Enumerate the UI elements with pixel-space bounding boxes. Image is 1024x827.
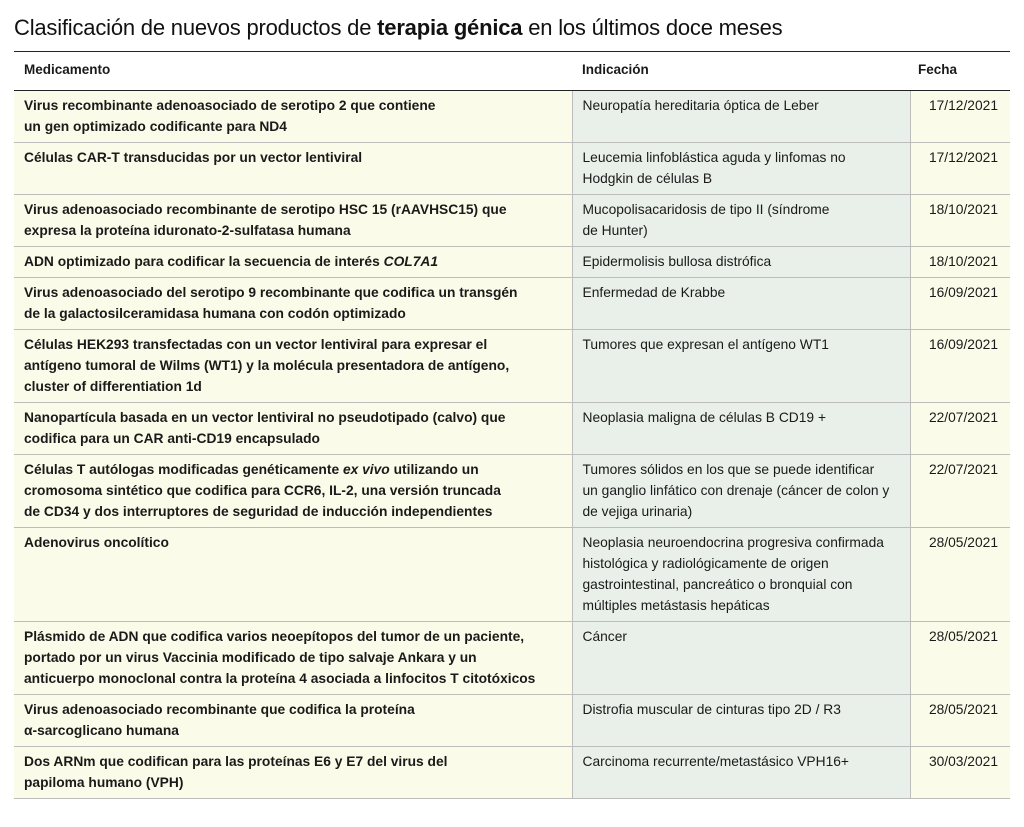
cell-medicamento: Adenovirus oncolítico bbox=[14, 528, 572, 622]
cell-medicamento: Virus adenoasociado recombinante de serotipo HSC 15 (rAAVHSC15) que expresa la proteína iduronato-2-sulfatasa humana bbox=[14, 195, 572, 247]
table-row bbox=[14, 195, 1010, 247]
cell-fecha: 17/12/2021 bbox=[910, 143, 1010, 195]
cell-fecha: 18/10/2021 bbox=[910, 247, 1010, 278]
cell-indicacion: Distrofia muscular de cinturas tipo 2D / R3 bbox=[572, 695, 910, 747]
title-emphasis: terapia génica bbox=[377, 15, 523, 40]
table-row bbox=[14, 330, 1010, 403]
cell-medicamento: Virus adenoasociado recombinante que codifica la proteína α-sarcoglicano humana bbox=[14, 695, 572, 747]
gene-therapy-table bbox=[14, 51, 1010, 799]
cell-fecha: 28/05/2021 bbox=[910, 622, 1010, 695]
cell-indicacion: Leucemia linfoblástica aguda y linfomas no Hodgkin de células B bbox=[572, 143, 910, 195]
cell-medicamento: ADN optimizado para codificar la secuencia de interés COL7A1 bbox=[14, 247, 572, 278]
cell-fecha: 16/09/2021 bbox=[910, 330, 1010, 403]
title-suffix: en los últimos doce meses bbox=[522, 15, 783, 40]
cell-fecha: 28/05/2021 bbox=[910, 695, 1010, 747]
table-row bbox=[14, 278, 1010, 330]
table-row bbox=[14, 403, 1010, 455]
table-body bbox=[14, 91, 1010, 799]
cell-fecha: 22/07/2021 bbox=[910, 455, 1010, 528]
header-medicamento: Medicamento bbox=[14, 52, 572, 91]
cell-indicacion: Neoplasia neuroendocrina progresiva confirmada histológica y radiológicamente de origen gastrointestinal, pancreático o bronquial con múltiples metástasis hepáticas bbox=[572, 528, 910, 622]
table-row bbox=[14, 528, 1010, 622]
cell-fecha: 16/09/2021 bbox=[910, 278, 1010, 330]
cell-fecha: 22/07/2021 bbox=[910, 403, 1010, 455]
header-indicacion: Indicación bbox=[572, 52, 910, 91]
cell-medicamento: Dos ARNm que codifican para las proteínas E6 y E7 del virus del papiloma humano (VPH) bbox=[14, 747, 572, 799]
title-prefix: Clasificación de nuevos productos de bbox=[14, 15, 378, 40]
cell-indicacion: Neoplasia maligna de células B CD19 + bbox=[572, 403, 910, 455]
table-row bbox=[14, 622, 1010, 695]
cell-indicacion: Mucopolisacaridosis de tipo II (síndrome de Hunter) bbox=[572, 195, 910, 247]
cell-indicacion: Tumores sólidos en los que se puede identificar un ganglio linfático con drenaje (cáncer de colon y de vejiga urinaria) bbox=[572, 455, 910, 528]
cell-indicacion: Epidermolisis bullosa distrófica bbox=[572, 247, 910, 278]
cell-medicamento: Células T autólogas modificadas genéticamente ex vivo utilizando un cromosoma sintético que codifica para CCR6, IL-2, una versión truncada de CD34 y dos interruptores de seguridad de inducción independientes bbox=[14, 455, 572, 528]
page-title bbox=[14, 14, 782, 42]
cell-medicamento: Virus recombinante adenoasociado de serotipo 2 que contiene un gen optimizado codificante para ND4 bbox=[14, 91, 572, 143]
cell-indicacion: Carcinoma recurrente/metastásico VPH16+ bbox=[572, 747, 910, 799]
cell-fecha: 28/05/2021 bbox=[910, 528, 1010, 622]
cell-fecha: 18/10/2021 bbox=[910, 195, 1010, 247]
cell-medicamento: Nanopartícula basada en un vector lentiviral no pseudotipado (calvo) que codifica para un CAR anti-CD19 encapsulado bbox=[14, 403, 572, 455]
cell-fecha: 17/12/2021 bbox=[910, 91, 1010, 143]
table-row bbox=[14, 143, 1010, 195]
table-row bbox=[14, 695, 1010, 747]
cell-medicamento: Virus adenoasociado del serotipo 9 recombinante que codifica un transgén de la galactosilceramidasa humana con codón optimizado bbox=[14, 278, 572, 330]
cell-indicacion: Neuropatía hereditaria óptica de Leber bbox=[572, 91, 910, 143]
cell-indicacion: Enfermedad de Krabbe bbox=[572, 278, 910, 330]
cell-indicacion: Tumores que expresan el antígeno WT1 bbox=[572, 330, 910, 403]
header-fecha: Fecha bbox=[910, 52, 1010, 91]
table-row bbox=[14, 455, 1010, 528]
table-row bbox=[14, 91, 1010, 143]
gene-name-italic: COL7A1 bbox=[383, 254, 439, 269]
cell-indicacion: Cáncer bbox=[572, 622, 910, 695]
table-row bbox=[14, 247, 1010, 278]
cell-fecha: 30/03/2021 bbox=[910, 747, 1010, 799]
cell-medicamento: Células HEK293 transfectadas con un vector lentiviral para expresar el antígeno tumoral de Wilms (WT1) y la molécula presentadora de antígeno, cluster of differentiation 1d bbox=[14, 330, 572, 403]
ex-vivo-italic: ex vivo bbox=[342, 462, 390, 477]
cell-medicamento: Células CAR-T transducidas por un vector lentiviral bbox=[14, 143, 572, 195]
table-header bbox=[14, 52, 1010, 91]
table-row bbox=[14, 747, 1010, 799]
cell-medicamento: Plásmido de ADN que codifica varios neoepítopos del tumor de un paciente, portado por un virus Vaccinia modificado de tipo salvaje Ankara y un anticuerpo monoclonal contra la proteína 4 asociada a linfocitos T citotóxicos bbox=[14, 622, 572, 695]
